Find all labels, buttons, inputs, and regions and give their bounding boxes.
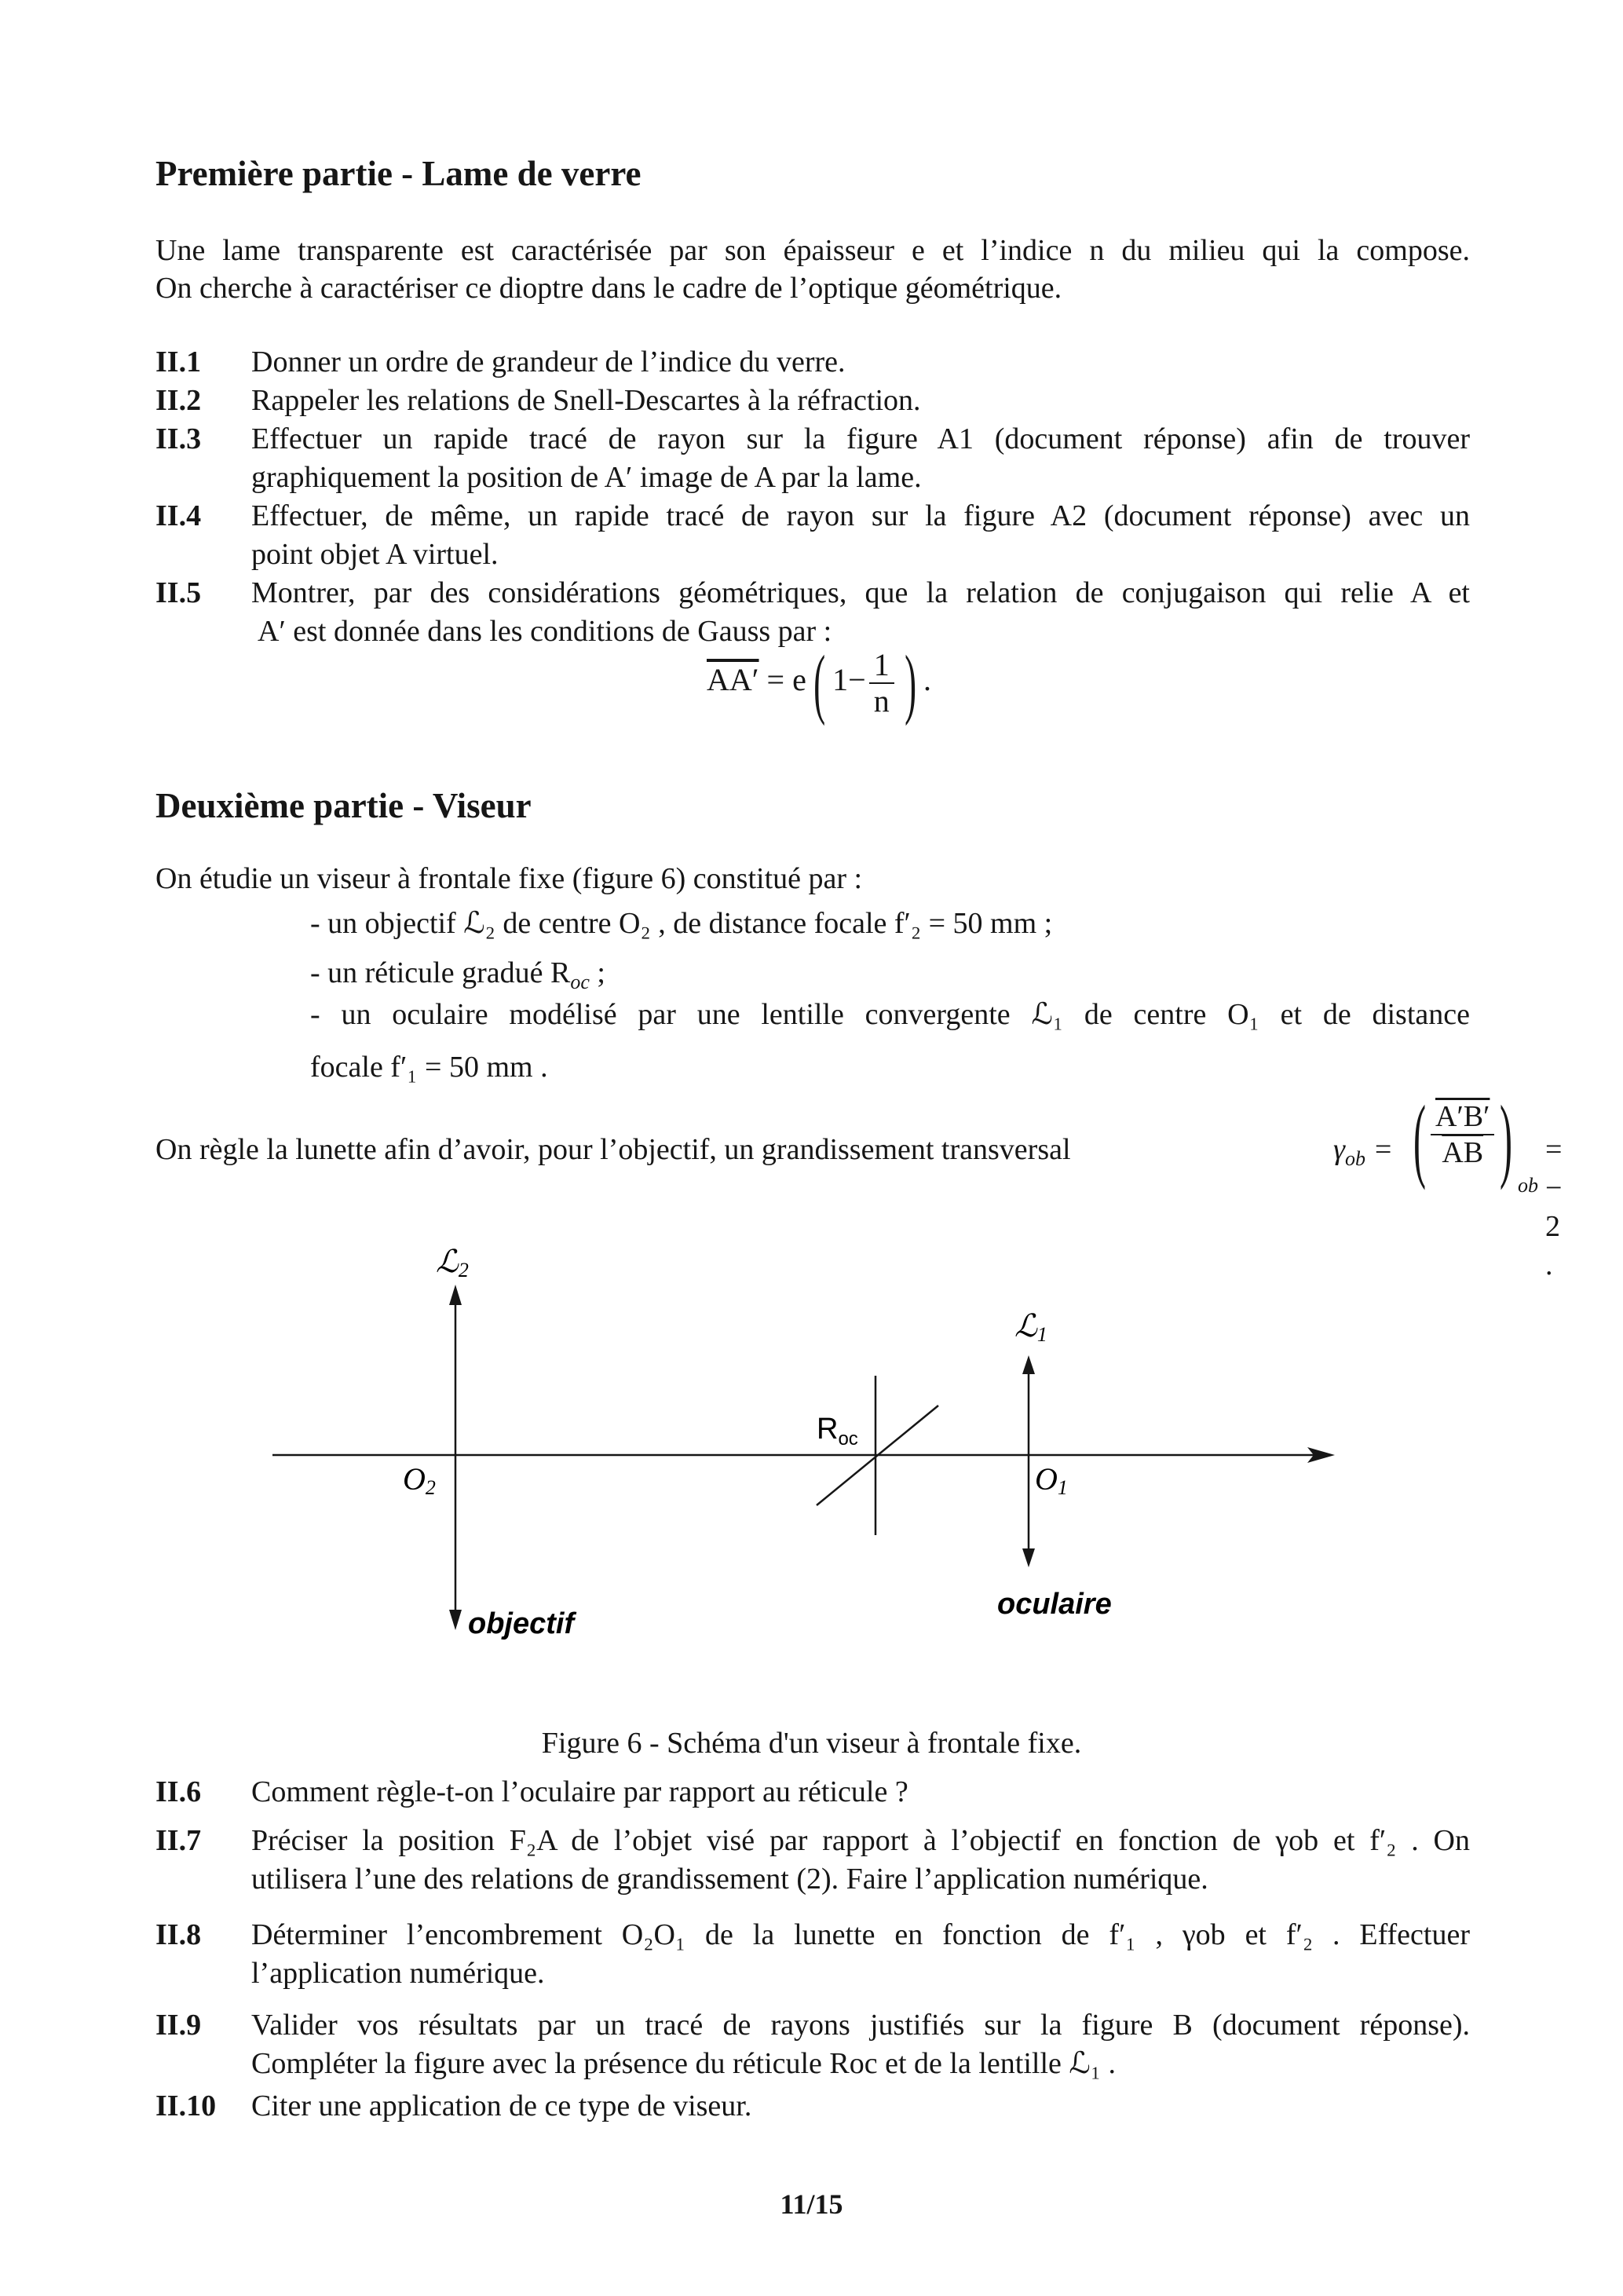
item-objectif: - un objectif ℒ₂ de centre O₂ , de distance focale f′₂ = 50 mm ;: [310, 907, 1053, 940]
label-O1: O1: [1035, 1461, 1068, 1499]
label-objectif: objectif: [468, 1607, 575, 1640]
label-L2: ℒ2: [436, 1244, 469, 1281]
part1-intro-line2: On cherche à caractériser ce dioptre dans le cadre de l’optique géométrique.: [155, 272, 1062, 305]
label-Roc: $R_{oc}$: [817, 1413, 858, 1450]
L1-down-arrow: [1022, 1548, 1035, 1567]
question-number: II.8: [155, 1918, 202, 1951]
question-number: II.9: [155, 2009, 202, 2042]
question-number: II.1: [155, 345, 202, 378]
item-reticule: - un réticule gradué $R_{oc}$ ;: [310, 956, 605, 993]
label-oculaire: oculaire: [997, 1588, 1112, 1621]
part1-intro-line1: Une lame transparente est caractérisée par son épaisseur e et l’indice n du milieu qui la compose.: [155, 234, 1470, 267]
question-text: Effectuer, de même, un rapide tracé de rayon sur la figure A2 (document réponse) avec un point objet A virtuel.: [251, 499, 1470, 571]
question-text: Valider vos résultats par un tracé de rayons justifiés sur la figure B (document réponse). Compléter la figure avec la présence du réticule Roc et de la lentille ℒ₁ .: [251, 2009, 1470, 2080]
part2-title: Deuxième partie - Viseur: [155, 786, 532, 825]
conjugation-formula: AA′ = e( 1− $\frac{1}{n}$ ) .: [707, 639, 932, 726]
part2-intro: On étudie un viseur à frontale fixe (figure 6) constitué par :: [155, 862, 863, 895]
question-text: Citer une application de ce type de viseur.: [251, 2089, 752, 2122]
figure-6-viseur: [0, 1225, 1623, 1665]
question-number: II.10: [155, 2089, 217, 2122]
question-number: II.6: [155, 1775, 202, 1808]
figure-caption: Figure 6 - Schéma d'un viseur à frontale fixe.: [541, 1727, 1082, 1760]
question-number: II.2: [155, 384, 202, 417]
part1-title: Première partie - Lame de verre: [155, 154, 642, 193]
label-O2: O2: [403, 1461, 436, 1499]
question-number: II.3: [155, 422, 202, 455]
page-number: 11/15: [780, 2188, 843, 2220]
question-text: Rappeler les relations de Snell-Descartes à la réfraction.: [251, 384, 921, 417]
question-text: Montrer, par des considérations géométriques, que la relation de conjugaison qui relie A et A′ est donnée dans les conditions de Gauss par :: [251, 576, 1470, 648]
question-text: Comment règle-t-on l’oculaire par rapport au réticule ?: [251, 1775, 908, 1808]
L1-up-arrow: [1022, 1355, 1035, 1374]
question-number: II.5: [155, 576, 202, 609]
label-L1: ℒ1: [1014, 1308, 1047, 1346]
question-text: Donner un ordre de grandeur de l’indice du verre.: [251, 345, 846, 378]
question-text: Préciser la position F₂A de l’objet visé par rapport à l’objectif en fonction de γob et f′₂ . On utilisera l’une des relations de grandissement (2). Faire l’application numérique.: [251, 1824, 1470, 1896]
question-number: II.7: [155, 1824, 202, 1857]
L2-up-arrow: [449, 1285, 462, 1305]
item-oculaire: - un oculaire modélisé par une lentille convergente ℒ₁ de centre O₁ et de distance: [310, 998, 1470, 1031]
question-text: Déterminer l’encombrement O₂O₁ de la lunette en fonction de f′₁ , γob et f′₂ . Effectuer l’application numérique.: [251, 1918, 1470, 1990]
gamma-statement: On règle la lunette afin d’avoir, pour l’objectif, un grandissement transversal $\gamma_{ob}$ = ( $\frac{A'B'}{AB}$ ) ob = − 2 .: [155, 1086, 1563, 1281]
question-text: Effectuer un rapide tracé de rayon sur la figure A1 (document réponse) afin de trouver graphiquement la position de A′ image de A par la lame.: [251, 422, 1470, 494]
item-oculaire-focal: focale f′₁ = 50 mm .: [310, 1051, 548, 1084]
question-number: II.4: [155, 499, 202, 532]
L2-down-arrow: [449, 1610, 462, 1630]
